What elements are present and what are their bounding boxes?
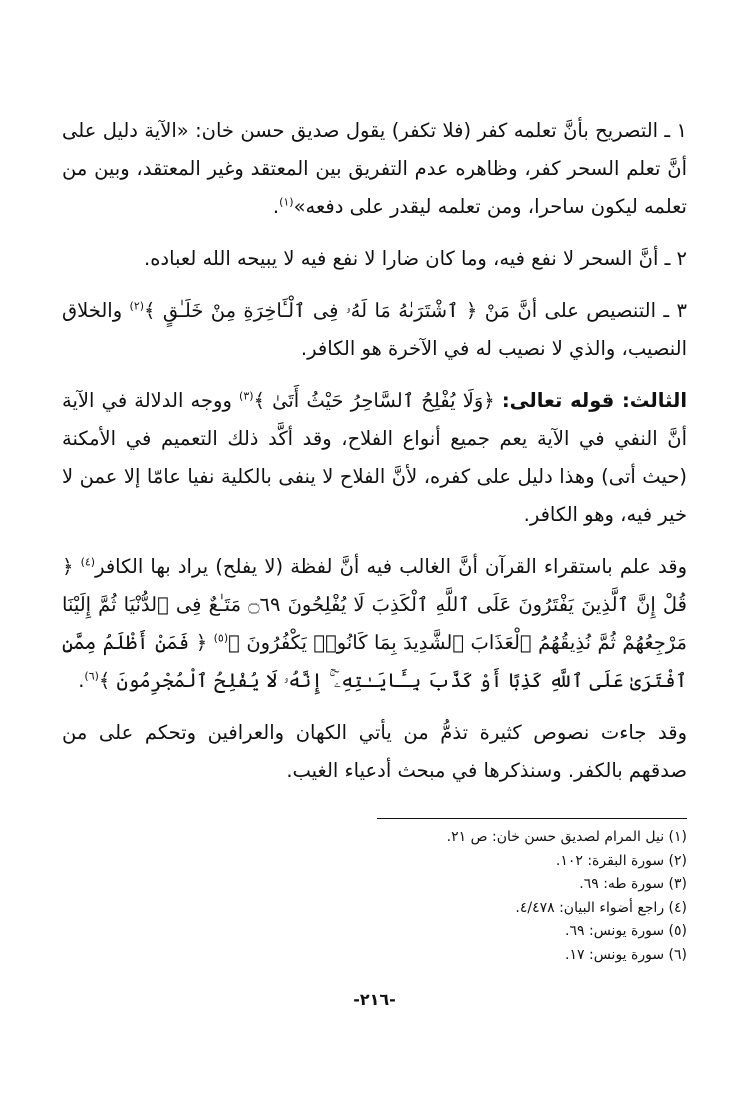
paragraph-2-text: ٢ ـ أنَّ السحر لا نفع فيه، وما كان ضارا لا نفع فيه لا يبيحه الله لعباده. [144,247,687,270]
page-number: -٢١٦- [353,990,396,1009]
footnote-separator [377,818,687,819]
paragraph-6 [62,714,687,790]
paragraph-4 [62,382,687,534]
quran-verse-yunus-17: ﴿ فَمَنْ أَظْلَمُ مِمَّنِ ٱفْتَرَىٰ عَلَى ٱللَّهِ كَذِبًا أَوْ كَذَّبَ بِـَٔايَـٰتِهِۦٓ ۚ إِنَّهُۥ لَا يُفْلِحُ ٱلْمُجْرِمُونَ ﴾ [62,631,687,692]
paragraph-6-text: وقد جاءت نصوص كثيرة تذمُّ من يأتي الكهان والعرافين وتحكم على من صدقهم بالكفر. وسنذكرها في مبحث أدعياء الغيب. [62,721,687,782]
paragraph-5-end: . [78,669,85,692]
paragraph-4-after: ووجه الدلالة في الآية أنَّ النفي في الآية يعم جميع أنواع الفلاح، وقد أكَّد ذلك التعميم في الأمكنة (حيث أتى) وهذا دليل على كفره، لأنَّ الفلاح لا ينفى بالكلية نفيا عامّا إلا عمن لا خير فيه، وهو الكافر. [62,389,687,526]
section-lead-third: الثالث: قوله تعالى: [501,389,688,412]
footnote-ref-4[interactable]: (٤) [80,555,96,569]
footnote-ref-2[interactable]: (٢) [129,299,145,313]
paragraph-1-end: . [272,195,280,218]
paragraph-3 [62,292,687,368]
footnote-ref-5[interactable]: (٥) [213,631,229,645]
quran-verse-taha-69: ﴿وَلَا يُفْلِحُ ٱلسَّاحِرُ حَيْثُ أَتَىٰ ﴾ [253,389,495,412]
footnote-6: (٦) سورة يونس: ١٧. [565,946,687,963]
footnote-2: (٢) سورة البقرة: ١٠٢. [555,852,687,869]
paragraph-1 [62,112,687,226]
footnotes [267,826,687,967]
footnote-5: (٥) سورة يونس: ٦٩. [565,923,687,939]
quran-verse-yunus-69-70: ﴿ قُلْ إِنَّ ٱلَّذِينَ يَفْتَرُونَ عَلَى ٱللَّهِ ٱلْكَذِبَ لَا يُفْلِحُونَ ۝٦٩ مَتَـٰعٌ فِى ٱلدُّنْيَا ثُمَّ إِلَيْنَا مَرْجِعُهُمْ ثُمَّ نُذِيقُهُمُ ٱلْعَذَابَ ٱلشَّدِيدَ بِمَا كَانُوا۟ يَكْفُرُونَ ﴾ [62,555,687,654]
paragraph-1-text: ١ ـ التصريح بأنَّ تعلمه كفر (فلا تكفر) يقول صديق حسن خان: «الآية دليل على أنَّ تعلم السحر كفر، وظاهره عدم التفريق بين المعتقد وغير المعتقد، وبين من تعلمه ليكون ساحرا، ومن تعلمه ليقدر على دفعه» [62,119,687,218]
footnote-ref-3[interactable]: (٣) [239,389,254,403]
paragraph-5 [62,548,687,700]
footnote-ref-6[interactable]: (٦) [84,669,99,683]
quran-verse-baqarah-102: مَنْ ﴿ ٱشْتَرَىٰهُ مَا لَهُۥ فِى ٱلْـَٔاخِرَةِ مِنْ خَلَـٰقٍ ﴾ [144,299,510,322]
paragraph-2 [62,240,687,278]
page-body [62,112,687,802]
footnote-1: (١) نيل المرام لصديق حسن خان: ص ٢١. [446,829,687,845]
footnote-3: (٣) سورة طه: ٦٩. [579,876,687,892]
footnote-ref-1[interactable]: (١) [279,195,294,209]
paragraph-5-before: وقد علم باستقراء القرآن أنَّ الغالب فيه أنَّ لفظة (لا يفلح) يراد بها الكافر [95,555,687,578]
footnote-4: (٤) راجع أضواء البيان: ٤/٤٧٨. [515,899,687,916]
paragraph-3-after: والخلاق النصيب، والذي لا نصيب له في الآخرة هو الكافر. [62,299,687,360]
paragraph-3-before: ٣ ـ التنصيص على أنَّ [517,299,687,322]
